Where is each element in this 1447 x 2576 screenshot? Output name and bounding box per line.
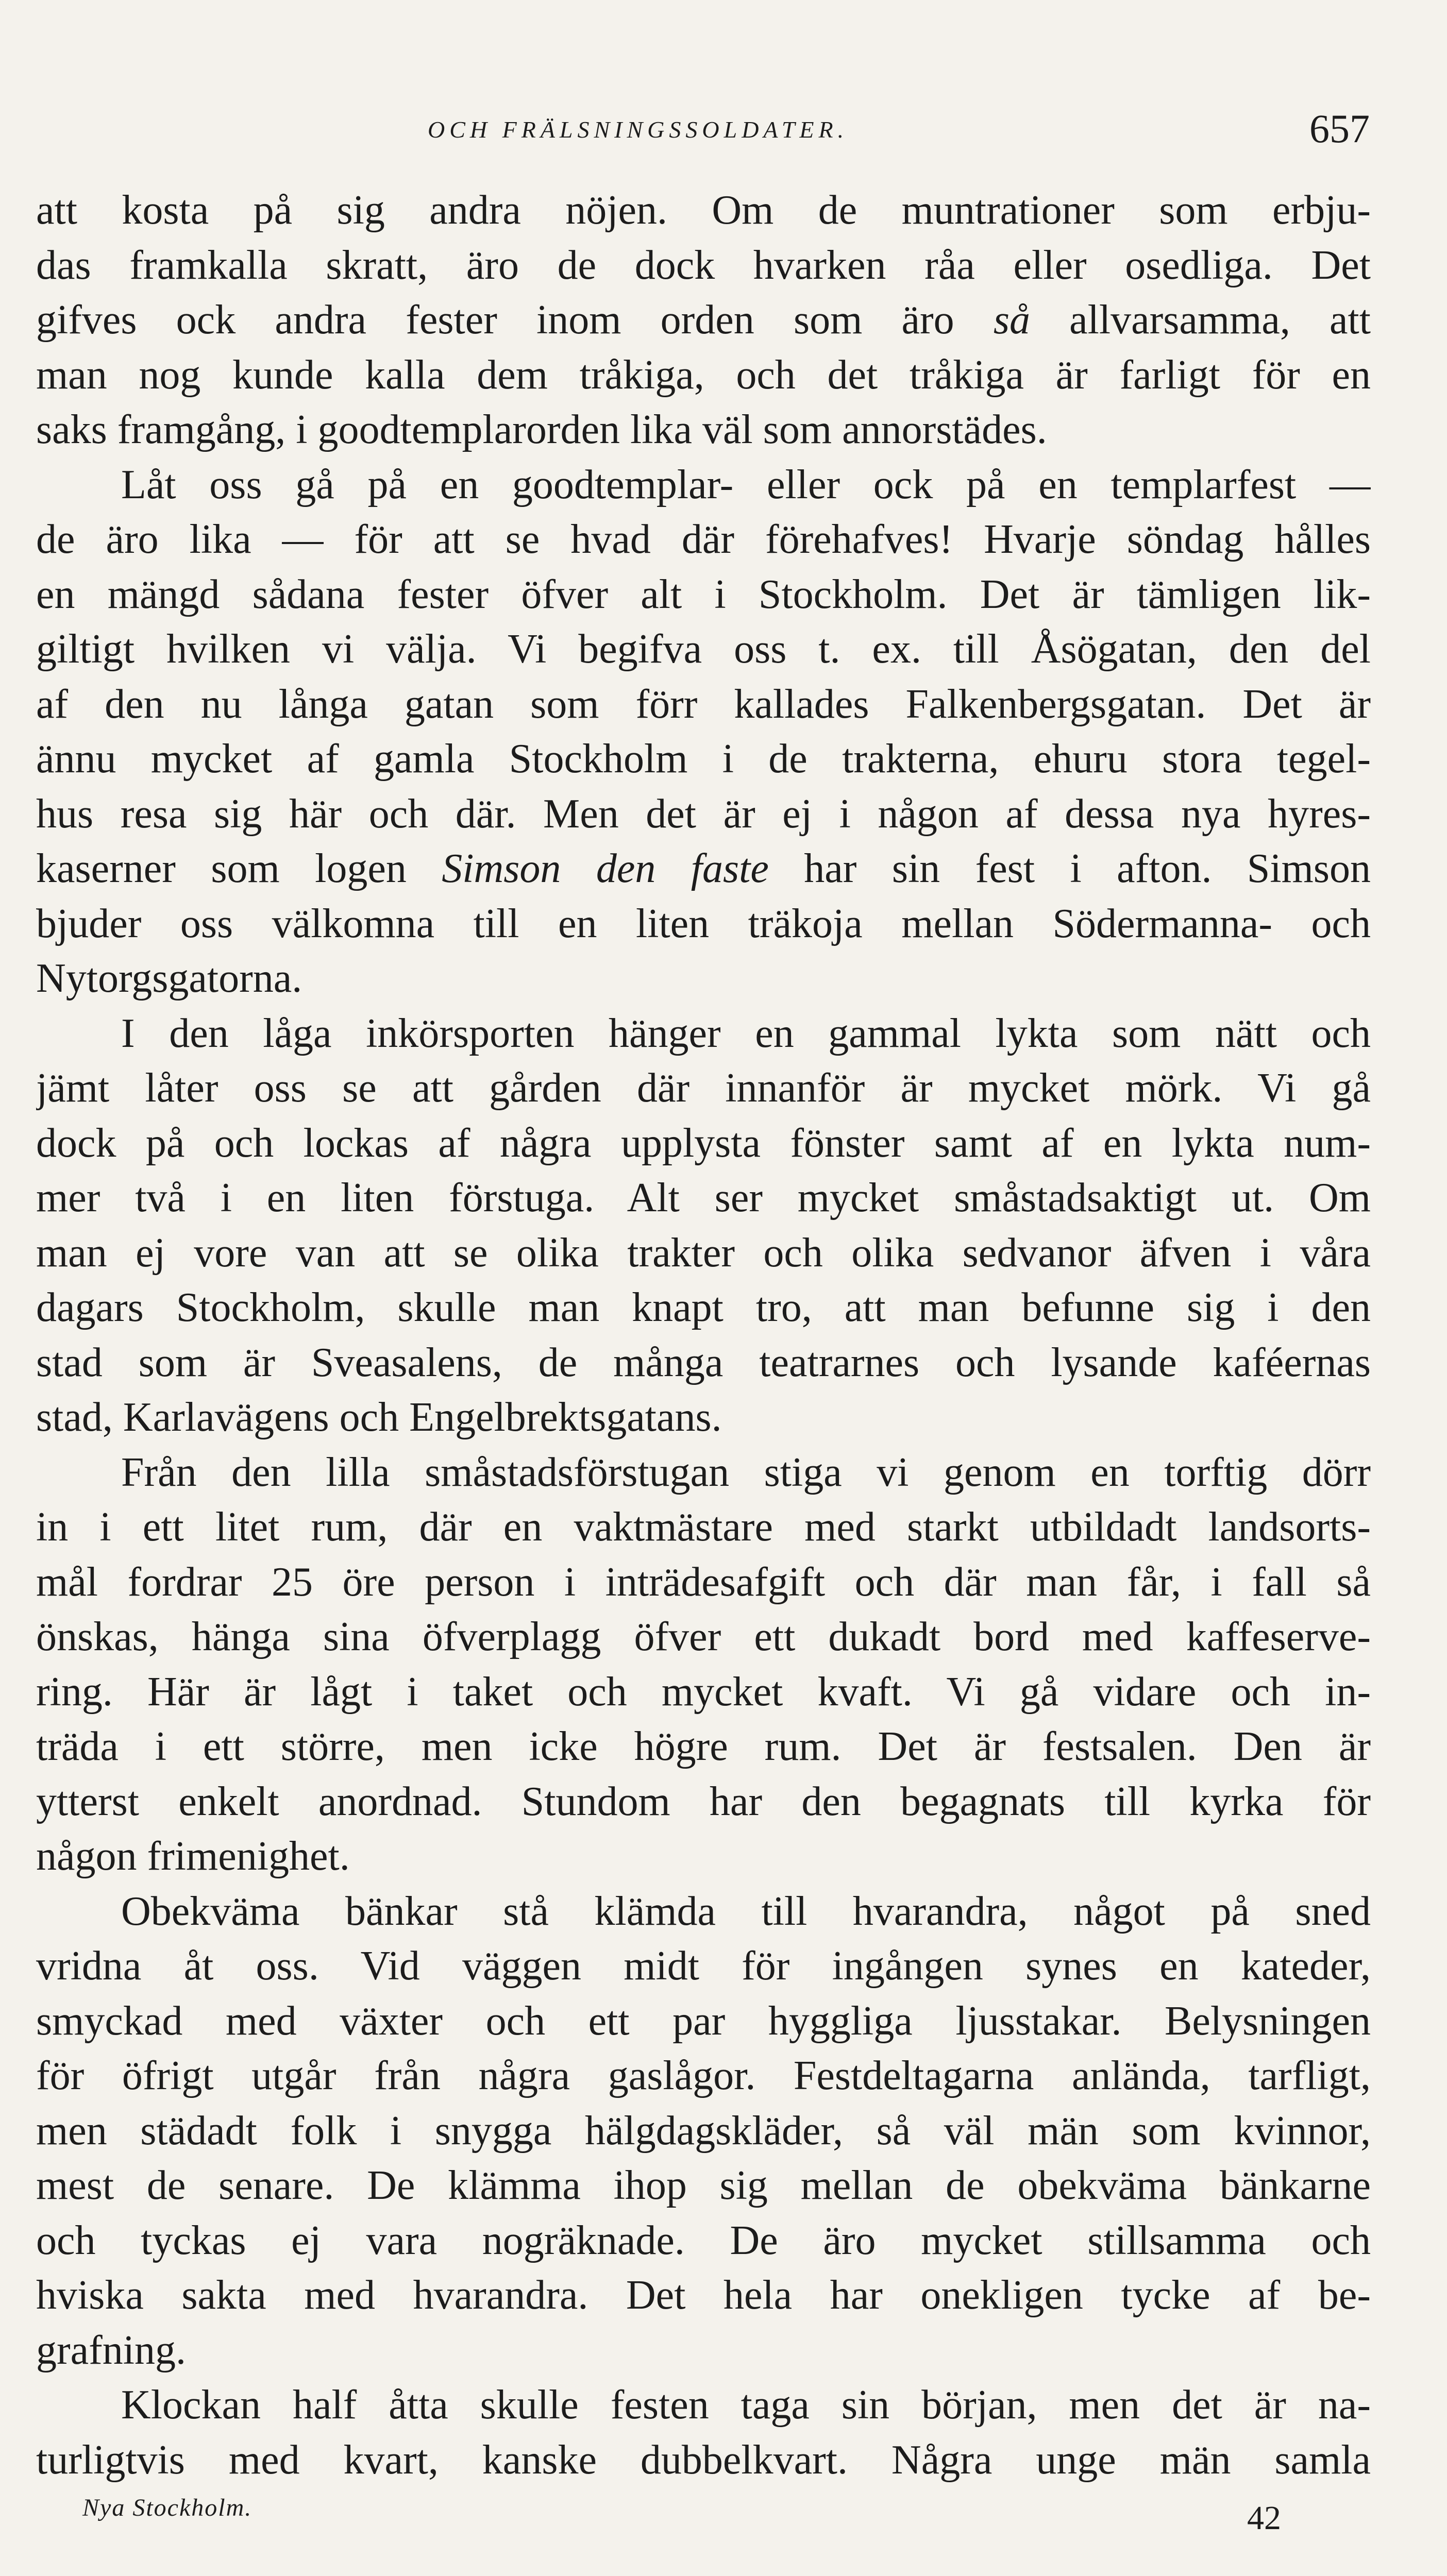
page-number: 657 <box>1309 106 1370 151</box>
text-line: vridna åt oss. Vid väggen midt för ingången synes en kateder, <box>36 1943 1371 1989</box>
text-line: jämt låter oss se att gården där innanför är mycket mörk. Vi gå <box>36 1065 1371 1111</box>
paragraph-start-line: Obekväma bänkar stå klämda till hvarandra, något på sned <box>121 1888 1371 1934</box>
running-title: OCH FRÄLSNINGSSOLDATER. <box>428 116 849 143</box>
text-line: ring. Här är lågt i taket och mycket kvaft. Vi gå vidare och in- <box>36 1669 1371 1715</box>
text-line: mest de senare. De klämma ihop sig mellan de obekväma bänkarne <box>36 2163 1371 2208</box>
paragraph-end-line: någon frimenighet. <box>36 1834 350 1879</box>
paragraph-end-line: stad, Karlavägens och Engelbrektsgatans. <box>36 1395 722 1440</box>
text-line: ännu mycket af gamla Stockholm i de trakterna, ehuru stora tegel- <box>36 736 1371 782</box>
text-line: ytterst enkelt anordnad. Stundom har den begagnats till kyrka för <box>36 1778 1371 1824</box>
text-line: träda i ett större, men icke högre rum. Det är festsalen. Den är <box>36 1724 1371 1769</box>
text-line: men städadt folk i snygga hälgdagskläder, så väl män som kvinnor, <box>36 2108 1371 2154</box>
page-footer <box>0 2494 1447 2555</box>
paragraph-start-line: Från den lilla småstadsförstugan stiga vi genom en torftig dörr <box>121 1449 1371 1495</box>
italic-text: Simson den faste <box>442 846 769 891</box>
text-line: önskas, hänga sina öfverplagg öfver ett dukadt bord med kaffeserve- <box>36 1614 1371 1659</box>
text-line: mål fordrar 25 öre person i inträdesafgift och där man får, i fall så <box>36 1559 1371 1605</box>
text-line: das framkalla skratt, äro de dock hvarken råa eller osedliga. Det <box>36 242 1371 288</box>
text-segment: kaserner som logen <box>36 846 442 891</box>
sheet-number: 42 <box>1247 2499 1281 2537</box>
text-line: bjuder oss välkomna till en liten träkoja mellan Södermanna- och <box>36 901 1371 946</box>
text-line: in i ett litet rum, där en vaktmästare med starkt utbildadt landsorts- <box>36 1504 1371 1550</box>
text-line: att kosta på sig andra nöjen. Om de muntrationer som erbju- <box>36 188 1371 233</box>
text-line: och tyckas ej vara nogräknade. De äro mycket stillsamma och <box>36 2217 1371 2263</box>
text-line: af den nu långa gatan som förr kallades Falkenbergsgatan. Det är <box>36 681 1371 727</box>
text-line: smyckad med växter och ett par hyggliga ljusstakar. Belysningen <box>36 1998 1371 2044</box>
text-line: för öfrigt utgår från några gaslågor. Festdeltagarna anlända, tarfligt, <box>36 2053 1371 2098</box>
paragraph-end-line: Nytorgsgatorna. <box>36 956 302 1001</box>
text-line: hviska sakta med hvarandra. Det hela har onekligen tycke af be- <box>36 2273 1371 2318</box>
text-segment: gifves ock andra fester inom orden som äro <box>36 297 994 343</box>
text-line: dagars Stockholm, skulle man knapt tro, att man befunne sig i den <box>36 1285 1371 1330</box>
text-line <box>36 841 1371 896</box>
text-line: giltigt hvilken vi välja. Vi begifva oss t. ex. till Åsögatan, den del <box>36 626 1371 672</box>
paragraph-end-line: grafning. <box>36 2327 187 2373</box>
text-line <box>36 293 1371 348</box>
text-line: dock på och lockas af några upplysta fönster samt af en lykta num- <box>36 1120 1371 1166</box>
italic-text: så <box>993 297 1030 343</box>
text-line: man ej vore van att se olika trakter och olika sedvanor äfven i våra <box>36 1230 1371 1276</box>
signature-mark: Nya Stockholm. <box>82 2494 253 2521</box>
text-segment: har sin fest i afton. Simson <box>768 846 1371 891</box>
text-segment: allvarsamma, att <box>1030 297 1371 343</box>
text-line: mer två i en liten förstuga. Alt ser mycket småstadsaktigt ut. Om <box>36 1175 1371 1221</box>
running-header <box>0 106 1447 167</box>
paragraph-start-line: Låt oss gå på en goodtemplar- eller ock på en templarfest — <box>121 462 1371 507</box>
body-text <box>36 183 1371 2487</box>
text-line: stad som är Sveasalens, de många teatrarnes och lysande kaféernas <box>36 1340 1371 1385</box>
text-line: de äro lika — för att se hvad där förehafves! Hvarje söndag hålles <box>36 517 1371 562</box>
paragraph-start-line: Klockan half åtta skulle festen taga sin början, men det är na- <box>121 2382 1371 2428</box>
text-line: turligtvis med kvart, kanske dubbelkvart. Några unge män samla <box>36 2437 1371 2483</box>
text-line: man nog kunde kalla dem tråkiga, och det tråkiga är farligt för en <box>36 352 1371 398</box>
text-line: hus resa sig här och där. Men det är ej i någon af dessa nya hyres- <box>36 791 1371 837</box>
paragraph-end-line: saks framgång, i goodtemplarorden lika väl som annorstädes. <box>36 407 1047 452</box>
text-line: en mängd sådana fester öfver alt i Stockholm. Det är tämligen lik- <box>36 571 1371 617</box>
paragraph-start-line: I den låga inkörsporten hänger en gammal lykta som nätt och <box>121 1010 1371 1056</box>
